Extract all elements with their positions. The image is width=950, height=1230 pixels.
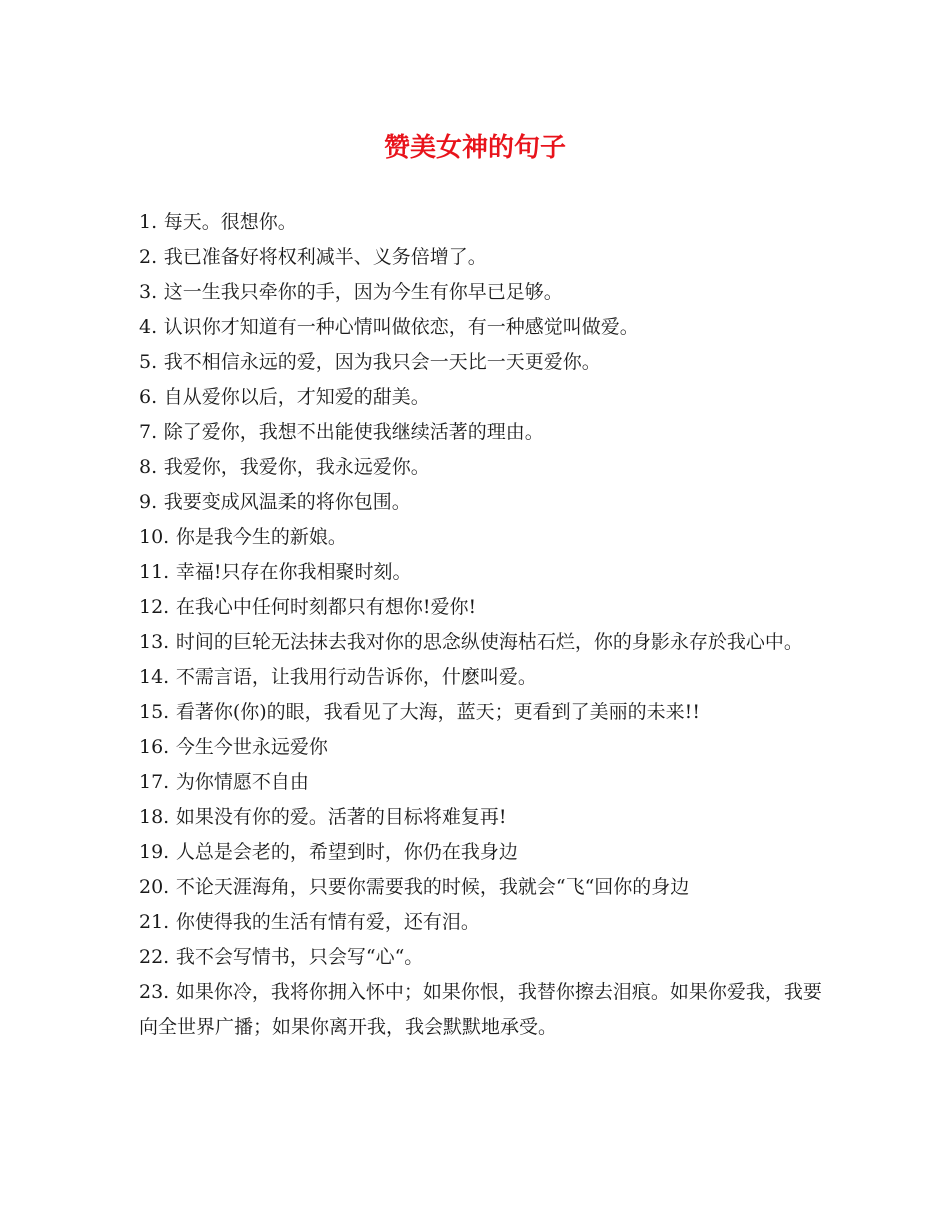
list-item bbox=[139, 345, 829, 380]
item-number: 7. bbox=[139, 421, 158, 443]
item-number: 16. bbox=[139, 736, 170, 758]
list-item bbox=[139, 275, 829, 310]
list-item bbox=[139, 870, 829, 905]
item-number: 8. bbox=[139, 456, 158, 478]
item-text: 不论天涯海角，只要你需要我的时候，我就会“飞“回你的身边 bbox=[175, 876, 690, 898]
item-number: 21. bbox=[139, 911, 170, 933]
item-text: 每天。很想你。 bbox=[163, 211, 297, 233]
list-item bbox=[139, 660, 829, 695]
item-number: 9. bbox=[139, 491, 158, 513]
item-text: 看著你(你)的眼，我看见了大海，蓝天；更看到了美丽的未来!! bbox=[175, 701, 700, 723]
item-number: 13. bbox=[139, 631, 170, 653]
list-item bbox=[139, 800, 829, 835]
list-item bbox=[139, 625, 829, 660]
list-item bbox=[139, 835, 829, 870]
item-text: 这一生我只牵你的手，因为今生有你早已足够。 bbox=[163, 281, 563, 303]
item-number: 4. bbox=[139, 316, 158, 338]
list-item bbox=[139, 555, 829, 590]
sentence-list bbox=[139, 205, 829, 1045]
list-item bbox=[139, 450, 829, 485]
item-number: 15. bbox=[139, 701, 170, 723]
item-number: 5. bbox=[139, 351, 158, 373]
list-item bbox=[139, 205, 829, 240]
item-text: 除了爱你，我想不出能使我继续活著的理由。 bbox=[163, 421, 544, 443]
item-number: 2. bbox=[139, 246, 158, 268]
list-item bbox=[139, 765, 829, 800]
list-item bbox=[139, 590, 829, 625]
list-item bbox=[139, 730, 829, 765]
item-number: 17. bbox=[139, 771, 170, 793]
item-text: 时间的巨轮无法抹去我对你的思念纵使海枯石烂，你的身影永存於我心中。 bbox=[175, 631, 803, 653]
item-number: 14. bbox=[139, 666, 170, 688]
list-item bbox=[139, 240, 829, 275]
item-number: 1. bbox=[139, 211, 158, 233]
item-text: 我爱你，我爱你，我永远爱你。 bbox=[163, 456, 430, 478]
item-text: 为你情愿不自由 bbox=[175, 771, 309, 793]
item-text: 我不会写情书，只会写“心“。 bbox=[175, 946, 424, 968]
item-text: 我要变成风温柔的将你包围。 bbox=[163, 491, 411, 513]
list-item bbox=[139, 380, 829, 415]
item-text: 人总是会老的，希望到时，你仍在我身边 bbox=[175, 841, 518, 863]
item-text: 今生今世永远爱你 bbox=[175, 736, 328, 758]
item-text: 我不相信永远的爱，因为我只会一天比一天更爱你。 bbox=[163, 351, 601, 373]
item-number: 3. bbox=[139, 281, 158, 303]
item-number: 23. bbox=[139, 981, 170, 1003]
list-item bbox=[139, 310, 829, 345]
page-title: 赞美女神的句子 bbox=[383, 133, 566, 163]
item-text: 认识你才知道有一种心情叫做依恋，有一种感觉叫做爱。 bbox=[163, 316, 639, 338]
list-item bbox=[139, 905, 829, 940]
item-number: 12. bbox=[139, 596, 170, 618]
item-number: 18. bbox=[139, 806, 170, 828]
item-text: 幸福!只存在你我相聚时刻。 bbox=[175, 561, 412, 583]
list-item bbox=[139, 695, 829, 730]
item-number: 10. bbox=[139, 526, 170, 548]
item-number: 22. bbox=[139, 946, 170, 968]
item-text: 如果没有你的爱。活著的目标将难复再! bbox=[175, 806, 507, 828]
item-text: 如果你冷，我将你拥入怀中；如果你恨，我替你擦去泪痕。如果你爱我，我要向全世界广播；如果你离开我，我会默默地承受。 bbox=[139, 981, 822, 1038]
item-text: 不需言语，让我用行动告诉你，什麽叫爱。 bbox=[175, 666, 537, 688]
item-number: 19. bbox=[139, 841, 170, 863]
item-text: 你使得我的生活有情有爱，还有泪。 bbox=[175, 911, 480, 933]
item-number: 6. bbox=[139, 386, 158, 408]
item-text: 你是我今生的新娘。 bbox=[175, 526, 347, 548]
item-number: 20. bbox=[139, 876, 170, 898]
list-item bbox=[139, 940, 829, 975]
item-text: 我已准备好将权利减半、义务倍增了。 bbox=[163, 246, 487, 268]
item-number: 11. bbox=[139, 561, 170, 583]
item-text: 在我心中任何时刻都只有想你!爱你! bbox=[175, 596, 477, 618]
list-item bbox=[139, 975, 829, 1045]
list-item bbox=[139, 520, 829, 555]
list-item bbox=[139, 415, 829, 450]
item-text: 自从爱你以后，才知爱的甜美。 bbox=[163, 386, 430, 408]
list-item bbox=[139, 485, 829, 520]
